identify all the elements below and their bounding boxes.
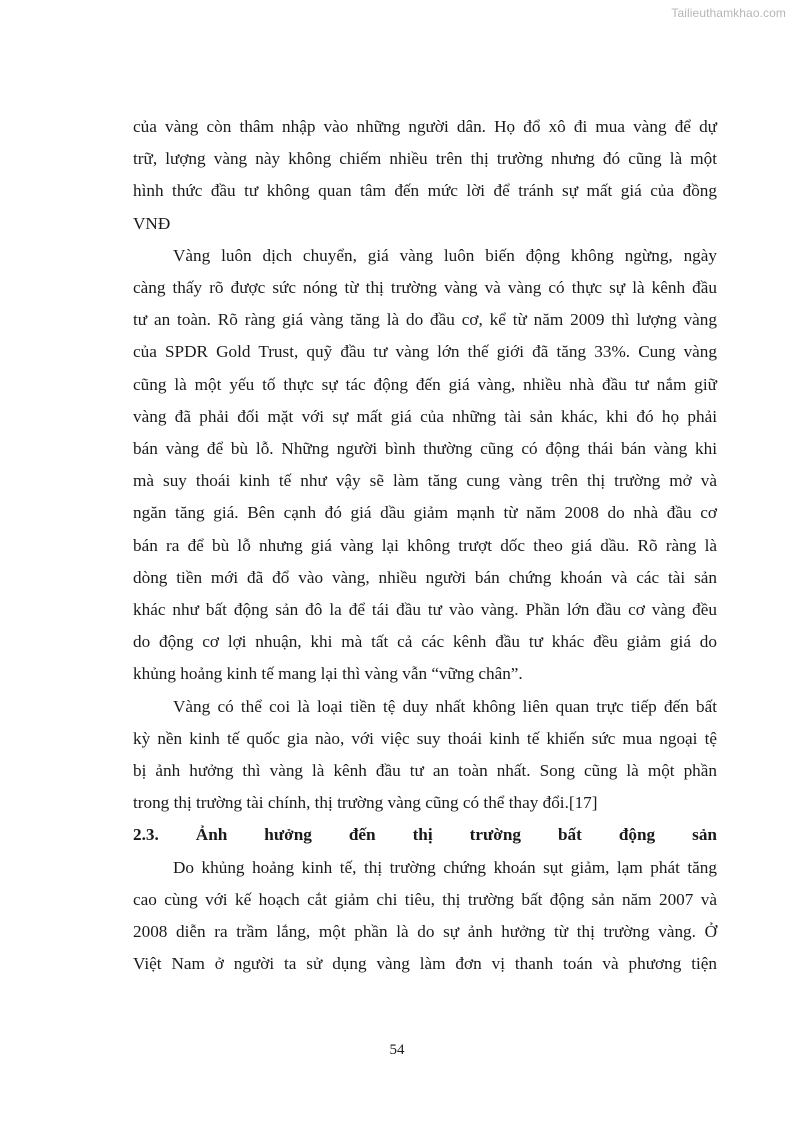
paragraph-line: bán ra để bù lỗ nhưng giá vàng lại không trượt dốc theo giá dầu. Rõ ràng là xyxy=(133,535,717,555)
paragraph-line: ngăn tăng giá. Bên cạnh đó giá dầu giảm mạnh từ năm 2008 do nhà đầu cơ xyxy=(133,503,717,523)
paragraph-line: Việt Nam ở người ta sử dụng vàng làm đơn vị thanh toán và phương tiện xyxy=(133,954,717,974)
paragraph-line: khủng hoảng kinh tế mang lại thì vàng vẫn “vững chân”. xyxy=(133,664,523,684)
paragraph-line: khác như bất động sản đô la để tái đầu tư vào vàng. Phần lớn đầu cơ vàng đều xyxy=(133,600,717,620)
paragraph-line: càng thấy rõ được sức nóng từ thị trường vàng và vàng có thực sự là kênh đầu xyxy=(133,278,717,298)
paragraph-line: kỳ nền kinh tế quốc gia nào, với việc suy thoái kinh tế khiến sức mua ngoại tệ xyxy=(133,728,717,748)
paragraph-line: dòng tiền mới đã đổ vào vàng, nhiều người bán chứng khoán và các tài sản xyxy=(133,567,717,587)
paragraph: của vàng còn thâm nhập vào những người dân. Họ đổ xô đi mua vàng để dự xyxy=(133,117,717,136)
paragraph-line: bị ảnh hưởng thì vàng là kênh đầu tư an toàn nhất. Song cũng là một phần xyxy=(133,761,717,781)
paragraph-line: VNĐ xyxy=(133,213,171,233)
document-body xyxy=(133,111,717,980)
paragraph-line: 2008 diễn ra trầm lắng, một phần là do sự ảnh hưởng từ thị trường vàng. Ở xyxy=(133,922,717,942)
paragraph-line: trong thị trường tài chính, thị trường vàng cũng có thể thay đổi.[17] xyxy=(133,793,598,813)
section-heading: 2.3. Ảnh hưởng đến thị trường bất động sản xyxy=(133,825,717,845)
paragraph-line: bán vàng để bù lỗ. Những người bình thường cũng có động thái bán vàng khi xyxy=(133,439,717,459)
paragraph-line: hình thức đầu tư không quan tâm đến mức lời để tránh sự mất giá của đồng xyxy=(133,181,717,201)
paragraph-line: cũng là một yếu tố thực sự tác động đến giá vàng, nhiều nhà đầu tư nắm giữ xyxy=(133,374,717,394)
paragraph-line: của SPDR Gold Trust, quỹ đầu tư vàng lớn thế giới đã tăng 33%. Cung vàng xyxy=(133,342,717,362)
paragraph-line: trữ, lượng vàng này không chiếm nhiều trên thị trường nhưng đó cũng là một xyxy=(133,149,717,169)
page-number: 54 xyxy=(389,1042,405,1058)
paragraph: Vàng luôn dịch chuyển, giá vàng luôn biến động không ngừng, ngày xyxy=(173,245,717,265)
paragraph-line: cao cùng với kế hoạch cắt giảm chi tiêu, thị trường bất động sản năm 2007 và xyxy=(133,889,717,909)
watermark: Tailieuthamkhao.com xyxy=(671,6,786,20)
paragraph: Do khủng hoảng kinh tế, thị trường chứng khoán sụt giảm, lạm phát tăng xyxy=(173,857,717,877)
paragraph-line: tư an toàn. Rõ ràng giá vàng tăng là do đầu cơ, kể từ năm 2009 thì lượng vàng xyxy=(133,310,717,330)
paragraph-line: do động cơ lợi nhuận, khi mà tất cả các kênh đầu tư khác đều giảm giá do xyxy=(133,632,717,652)
paragraph: Vàng có thể coi là loại tiền tệ duy nhất không liên quan trực tiếp đến bất xyxy=(173,696,717,716)
paragraph-line: mà suy thoái kinh tế như vậy sẽ làm tăng cung vàng trên thị trường mở và xyxy=(133,471,717,491)
paragraph-line: vàng đã phải đối mặt với sự mất giá của những tài sản khác, khi đó họ phải xyxy=(133,406,717,426)
